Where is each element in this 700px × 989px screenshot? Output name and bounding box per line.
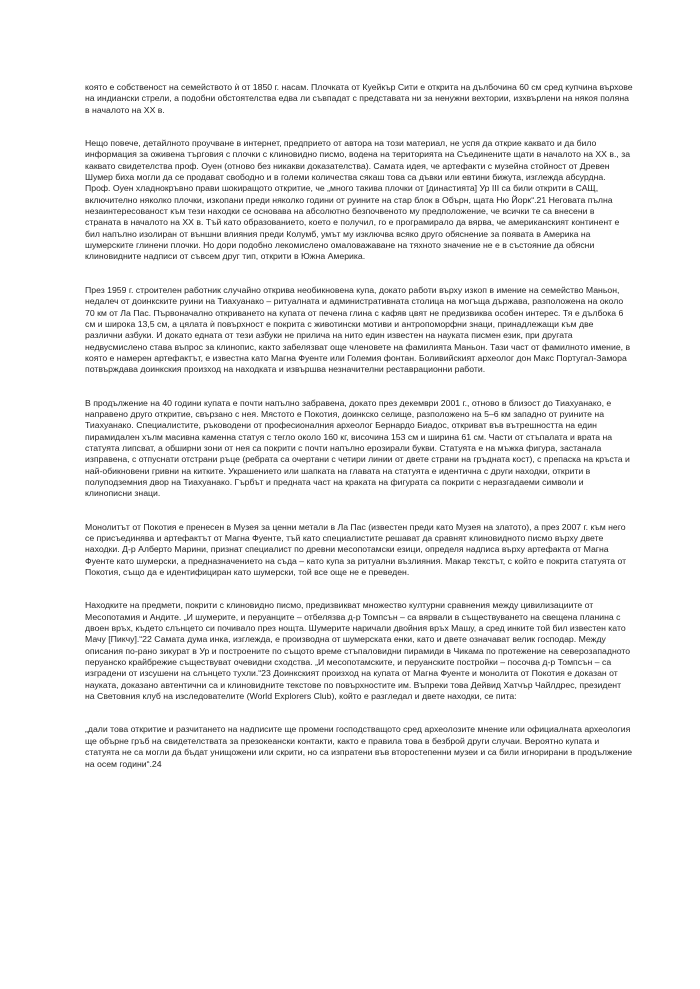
paragraph-5: Монолитът от Покотия е пренесен в Музея за ценни метали в Ла Пас (известен преди като Музея на златото), а през 2007 г. към него се присъединява и артефактът от Магна Фуенте, тъй като специалистите решават да сравнят клиновидното писмо върху двете находки. Д-р Алберто Марини, признат специалист по древни месопотамски езици, определя надписа върху артефакта от Магна Фуенте като шумерски, а предназначението на съда – като купа за ритуални възлияния. Макар текстът, с който е покрита статуята от Покотия, също да е идентифициран като шумерски, той все още не е преведен. bbox=[85, 521, 627, 578]
paragraph-3: През 1959 г. строителен работник случайно открива необикновена купа, докато работи върху изкоп в имение на семейство Маньон, недалеч от доинкските руини на Тиахуанако – ритуалната и административната столица на могъща държава, разположена на около 70 км от Ла Пас. Първоначално откриването на купата от печена глина с кафяв цвят не предизвиква особен интерес. Тя е дълбока 6 см и широка 13,5 см, а цялата ѝ повърхност е покрита с животински мотиви и антропоморфни знаци, принадлежащи към две различни азбуки. И докато едната от тези азбуки не прилича на нито един известен на науката писмен език, при другата недвусмислено става въпрос за клинопис, както забелязват още членовете на фамилията Маньон. Тази част от фамилното имение, в която е намерен артефактът, е известна като Магна Фуенте или Големия фонтан. Боливийският археолог дон Макс Португал-Замора потвърждава доинкския произход на находката и извършва незначителни реставрационни работи. bbox=[85, 284, 631, 375]
block-quote: „дали това откритие и разчитането на надписите ще промени господстващото сред археолозите мнение или официалната археология ще обърне гръб на свидетелствата за презокеански контакти, както е правила това в безброй други случаи. Вероятно купата и статуята не са могли да бъдат унищожени или скрити, но са изпратени във второстепенни музеи и са били игнорирани в продължение на осем години“.24 bbox=[85, 724, 633, 769]
document-page bbox=[85, 82, 633, 792]
paragraph-6: Находките на предмети, покрити с клиновидно писмо, предизвикват множество културни сравнения между цивилизациите от Месопотамия и Андите. „И шумерите, и перуанците – отбелязва д-р Томпсън – са вярвали в съществуването на свещена планина с двоен връх, където слънцето си почивало през нощта. Шумерите наричали двойния връх Машу, а сред инките той бил известен като Мачу [Пикчу].“22 Самата дума инка, изглежда, е производна от шумерската енки, като и двете означават велик господар. Между описания по-рано зикурат в Ур и построените по същото време стъпаловидни пирамиди в Чикама по протежение на северозападното перуанско крайбрежие съществуват очевидни сходства. „И месопотамските, и перуанските постройки – посочва д-р Томпсън – са изградени от изсушени на слънцето тухли.“23 Доинкският произход на купата от Магна Фуенте и монолита от Покотия е доказан от науката, доказано автентични са и клиновидните текстове по повърхностите им. Въпреки това Дейвид Хатчър Чайлдрес, президент на Световния клуб на изследователите (World Explorers Club), който е разгледал и двете находки, се пита: bbox=[85, 600, 631, 702]
paragraph-2: Нещо повече, детайлното проучване в интернет, предприето от автора на този материал, не успя да открие каквато и да било информация за оживена търговия с плочки с клиновидно писмо, водена на територията на Съединените щати в началото на XX в., за каквато свидетелства проф. Оуен (отново без никакви доказателства). Самата идея, че артефакти с музейна стойност от Древен Шумер биха могли да се продават свободно и в големи количества сякаш това са дъвки или евтини бижута, изглежда абсурдна. Проф. Оуен хладнокръвно прави шокиращото откритие, че „много такива плочки от [династията] Ур III са били открити в САЩ, включително няколко плочки, изкопани преди няколко години от руините на стар блок в Обърн, щата Ню Йорк“.21 Неговата пълна незаинтересованост към тези находки се основава на абсолютно безпочвеното му предположение, че всички те са внесени в страната в началото на XX в. Тъй като образованието, което е получил, го е програмирало да вярва, че американският континент е бил напълно изолиран от външни влияния преди Колумб, умът му изключва всяко друго обяснение за появата в Америка на шумерските глинени плочки. Но дори подобно лекомислено омаловажаване на тяхното значение не е в състояние да обясни клиновидните надписи от съвсем друг тип, открити в Южна Америка. bbox=[85, 138, 631, 262]
paragraph-4: В продължение на 40 години купата е почти напълно забравена, докато през декември 2001 г., отново в близост до Тиахуанако, е направено друго откритие, свързано с нея. Мястото е Покотия, доинкско селище, разположено на 5–6 км западно от руините на Тиахуанако. Специалистите, ръководени от професионалния археолог Бернардо Биадос, откриват във вътрешността на един пирамидален хълм масивна каменна статуя с тегло около 160 кг, височина 153 см и ширина 61 см. Части от стъпалата и врата на статуята липсват, а обширни зони от нея са покрити с почти напълно ерозирали букви. Статуята е на мъжка фигура, застанала изправена, с отпуснати отстрани ръце (ребрата са очертани с четири линии от двете страни на гръдната кост), с препаска на кръста и най-обикновени гривни на китките. Украшението или шапката на главата на статуята е идентична с други находки, открити в полуподземния двор на Тиахуанако. Гърбът и предната част на краката на фигурата са покрити с неразгадаеми символи и клинописни знаци. bbox=[85, 397, 630, 499]
paragraph-1: която е собственост на семейството ѝ от 1850 г. насам. Плочката от Куейкър Сити е открита на дълбочина 60 см сред купчина върхове на индиански стрели, а подобни обстоятелства едва ли съвпадат с представата ни за ненужни вехтории, изхвърлени на някоя поляна в началото на XX в. bbox=[85, 82, 633, 115]
